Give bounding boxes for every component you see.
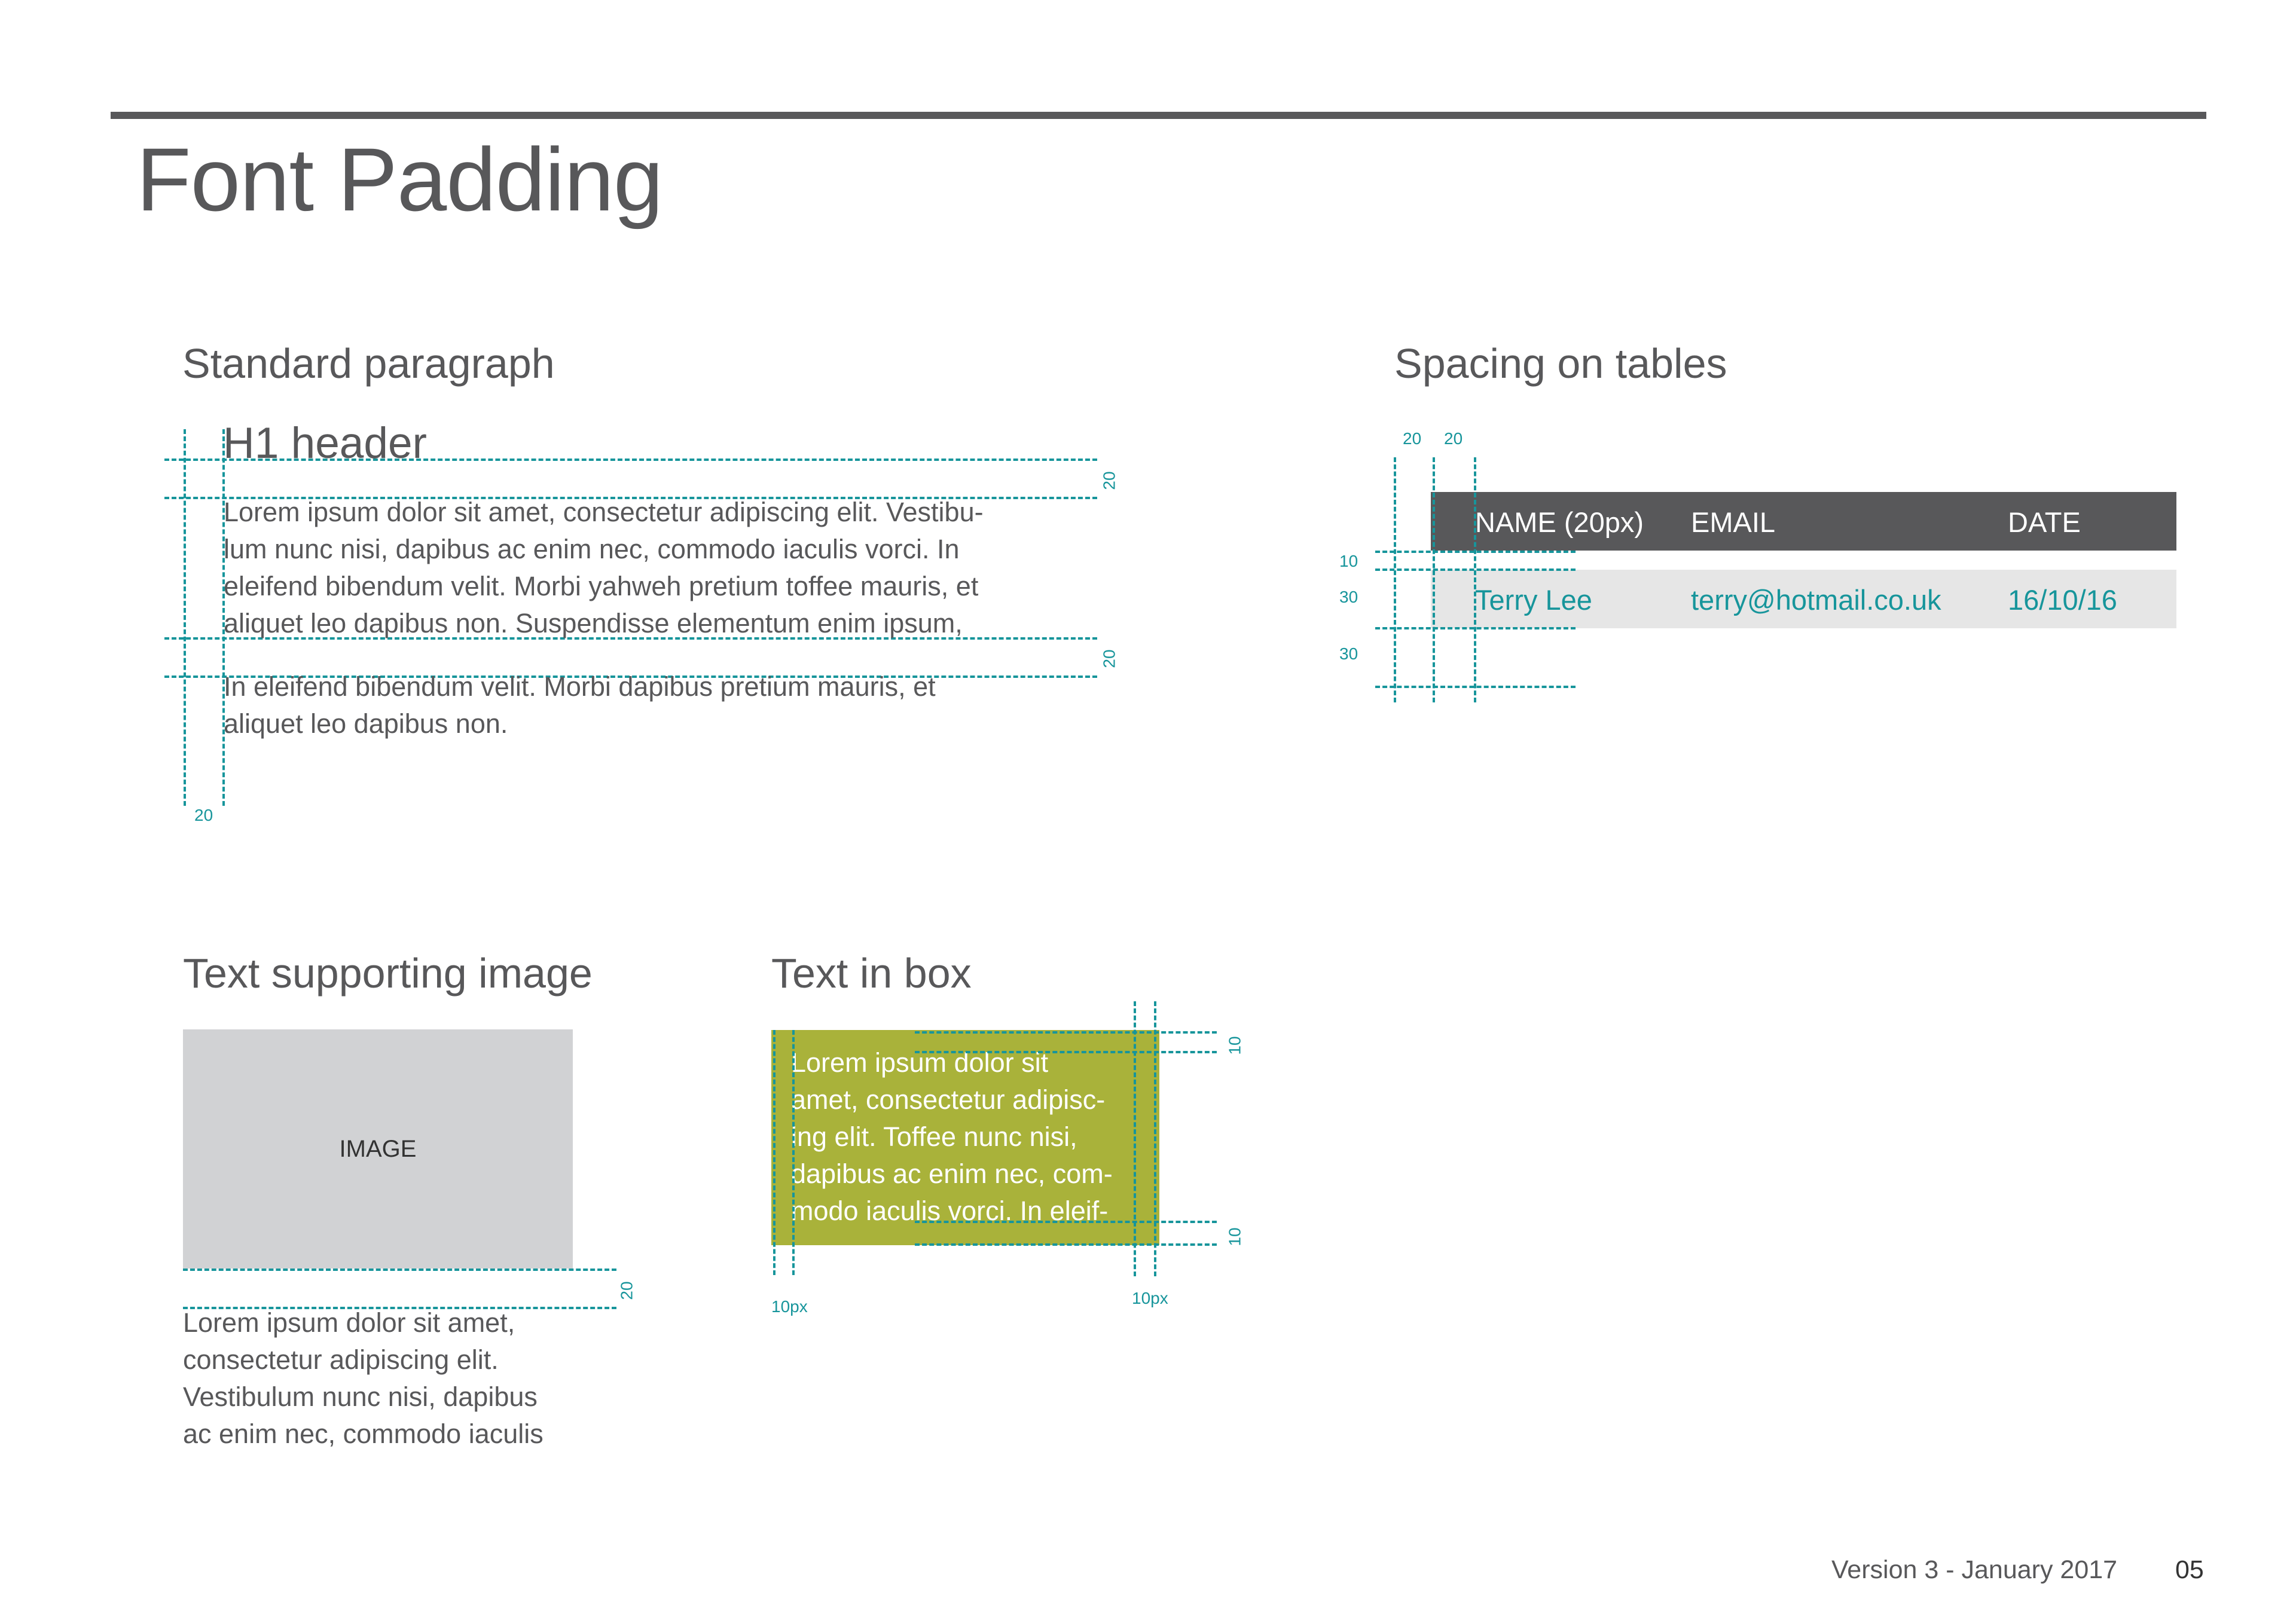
- dim-table-col2: 20: [1444, 429, 1463, 448]
- guide-box-bottom-inner: [915, 1221, 1217, 1223]
- guide-box-left-inner: [792, 1030, 795, 1275]
- guide-image-bottom: [183, 1269, 616, 1271]
- section-title-standard-paragraph: Standard paragraph: [182, 340, 555, 387]
- dim-header-gap: 20: [1100, 471, 1119, 490]
- section-title-text-supporting-image: Text supporting image: [183, 950, 593, 997]
- guide-box-bottom-outer: [915, 1243, 1217, 1246]
- footer-page-number: 05: [2175, 1555, 2204, 1584]
- guide-table-h4: [1375, 686, 1576, 688]
- caption-line: Lorem ipsum dolor sit amet,: [183, 1307, 515, 1338]
- dim-box-left: 10px: [771, 1297, 808, 1316]
- section-title-spacing-on-tables: Spacing on tables: [1394, 340, 1727, 387]
- dim-para-gap: 20: [1100, 649, 1119, 668]
- dim-table-gap: 10: [1339, 552, 1358, 570]
- guide-box-right-outer: [1154, 1001, 1156, 1276]
- guide-box-top-outer: [915, 1031, 1217, 1034]
- table-cell-email: terry@hotmail.co.uk: [1691, 584, 1941, 616]
- guide-box-left-outer: [773, 1030, 775, 1275]
- h1-header-sample: H1 header: [223, 419, 427, 467]
- section-title-text-in-box: Text in box: [771, 950, 972, 997]
- dim-box-right: 10px: [1132, 1289, 1168, 1307]
- image-caption: [183, 1304, 544, 1453]
- caption-line: ac enim nec, commodo iaculis: [183, 1419, 544, 1449]
- dim-box-top: 10: [1225, 1036, 1244, 1055]
- guide-table-v1: [1394, 457, 1396, 702]
- caption-line: Vestibulum nunc nisi, dapibus: [183, 1381, 538, 1412]
- guide-table-v3: [1474, 457, 1476, 702]
- dim-left-indent: 20: [194, 806, 213, 824]
- caption-line: consectetur adipiscing elit.: [183, 1344, 499, 1375]
- paragraph-sample-2: [224, 668, 936, 742]
- dim-table-row-gap: 30: [1339, 644, 1358, 663]
- table-header-email: EMAIL: [1691, 506, 1776, 538]
- paragraph-sample-1: [224, 494, 984, 642]
- paragraph-line: Lorem ipsum dolor sit amet, consectetur adipiscing elit. Vestibu-: [224, 497, 984, 527]
- table-cell-date: 16/10/16: [2008, 584, 2117, 616]
- dim-image-gap: 20: [617, 1281, 636, 1300]
- paragraph-line: eleifend bibendum velit. Morbi yahweh pretium toffee mauris, et: [224, 571, 979, 601]
- image-placeholder-label: IMAGE: [339, 1135, 417, 1162]
- guide-left-outer: [184, 429, 186, 806]
- text-box-line: ing elit. Toffee nunc nisi,: [791, 1121, 1077, 1152]
- text-box-line: Lorem ipsum dolor sit: [791, 1047, 1049, 1078]
- guide-box-top-inner: [915, 1051, 1217, 1053]
- top-rule: [111, 112, 2206, 119]
- text-box-line: dapibus ac enim nec, com-: [791, 1159, 1113, 1189]
- table-cell-name: Terry Lee: [1475, 584, 1592, 616]
- dim-table-col1: 20: [1403, 429, 1422, 448]
- paragraph-line: aliquet leo dapibus non. Suspendisse elementum enim ipsum,: [224, 608, 963, 638]
- dim-table-row-height: 30: [1339, 588, 1358, 606]
- paragraph-line: lum nunc nisi, dapibus ac enim nec, commodo iaculis vorci. In: [224, 534, 960, 564]
- paragraph-line: aliquet leo dapibus non.: [224, 708, 508, 739]
- image-placeholder: [183, 1029, 573, 1269]
- guide-table-h1: [1375, 551, 1576, 553]
- footer-version: Version 3 - January 2017: [1831, 1555, 2118, 1584]
- table-header-name: NAME (20px): [1475, 506, 1644, 538]
- guide-table-h2: [1375, 568, 1576, 571]
- guide-table-h3: [1375, 627, 1576, 629]
- table-header-date: DATE: [2008, 506, 2081, 538]
- page-title: Font Padding: [136, 129, 663, 230]
- guide-box-right-inner: [1134, 1001, 1136, 1276]
- paragraph-line: In eleifend bibendum velit. Morbi dapibus pretium mauris, et: [224, 671, 936, 702]
- guide-table-v2: [1433, 457, 1435, 702]
- text-box-line: amet, consectetur adipisc-: [791, 1084, 1106, 1115]
- text-box-content: [791, 1044, 1113, 1230]
- text-box-line: modo iaculis vorci. In eleif-: [791, 1196, 1109, 1226]
- dim-box-bottom: 10: [1225, 1227, 1244, 1246]
